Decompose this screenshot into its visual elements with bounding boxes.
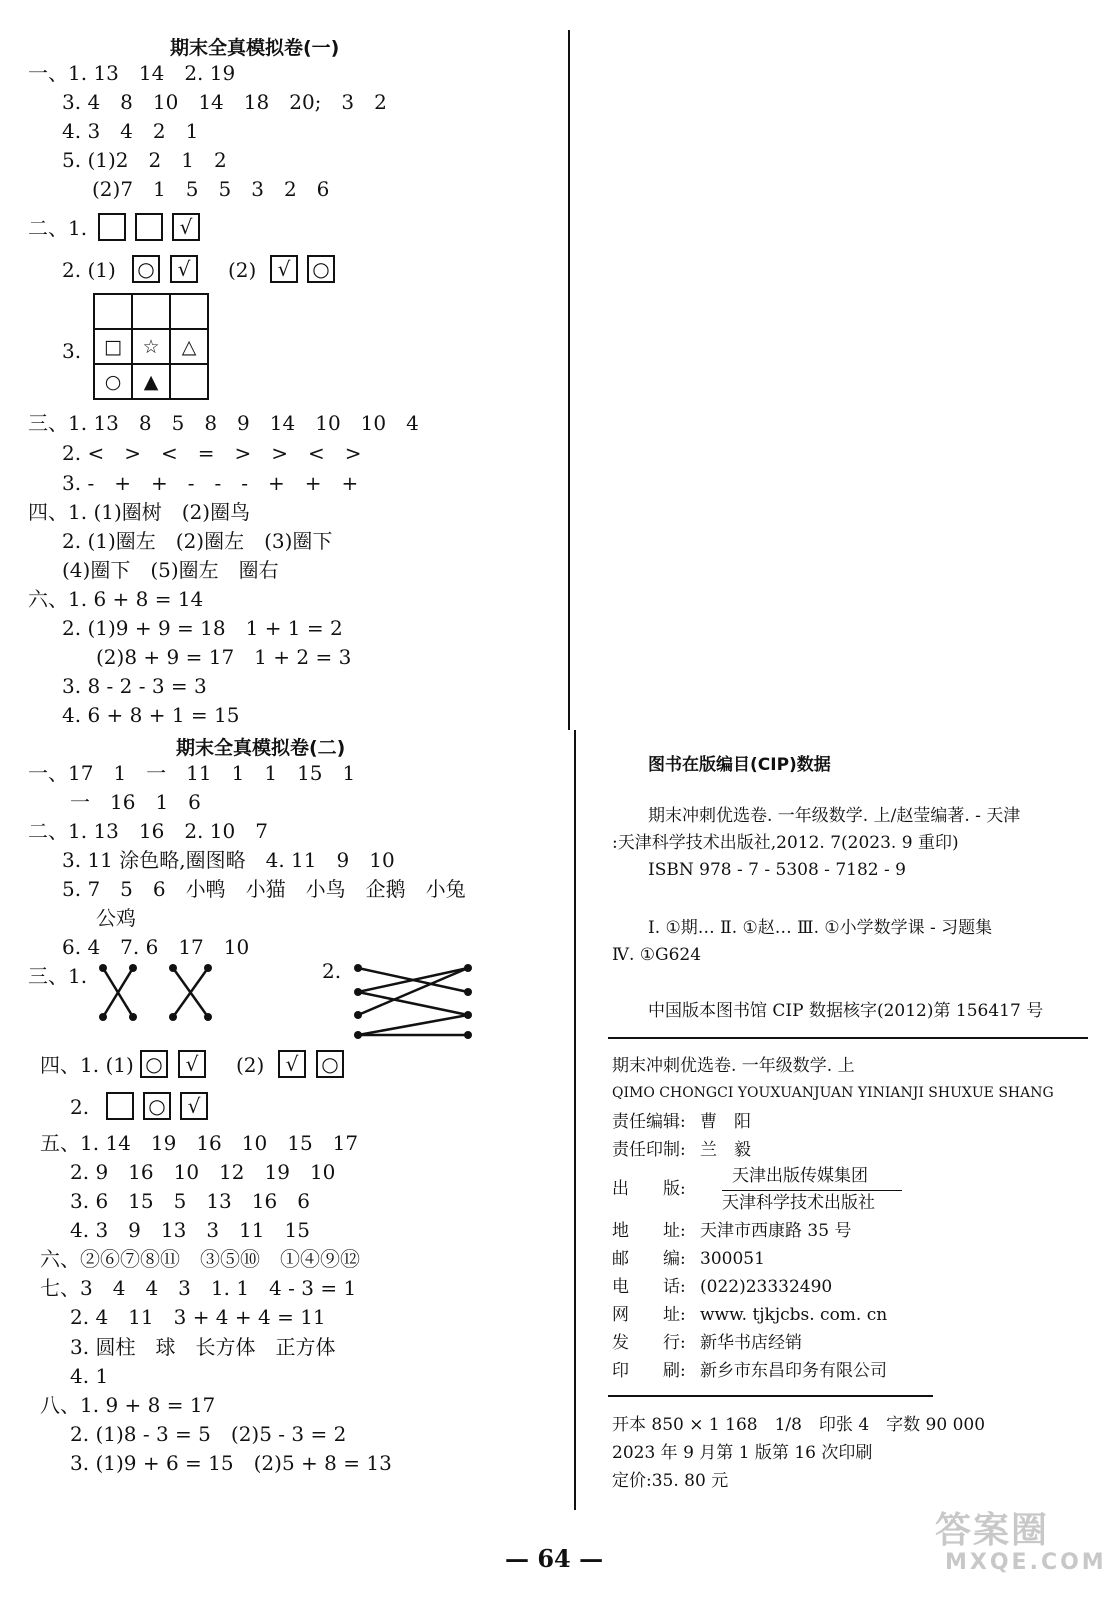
exam2-q3-1-label: 三、1. (28, 964, 88, 988)
exam2-line-13: 五、1. 14 19 16 10 15 17 (40, 1131, 359, 1155)
answer-box (106, 1092, 134, 1120)
exam1-line-20: 4. 6 + 8 + 1 = 15 (62, 703, 240, 727)
dist-value: 新华书店经销 (700, 1333, 802, 1353)
printer-label: 印 刷: (612, 1361, 686, 1381)
exam1-line-10: 三、1. 13 8 5 8 9 14 10 10 4 (28, 411, 419, 435)
exam2-line-7: 6. 4 7. 6 17 10 (62, 935, 250, 959)
grid-cell-triangle: △ (170, 329, 208, 364)
book-title: 期末冲刺优选卷. 一年级数学. 上 (612, 1056, 855, 1076)
book-format: 开本 850 × 1 168 1/8 印张 4 字数 90 000 (612, 1415, 986, 1435)
exam1-line-18: (2)8 + 9 = 17 1 + 2 = 3 (96, 645, 352, 669)
exam2-q4-1b-label: (2) (236, 1053, 265, 1077)
answer-box-check: √ (270, 255, 298, 283)
web-label: 网 址: (612, 1305, 686, 1325)
grid-cell-square: □ (94, 329, 132, 364)
cip-class-1: Ⅰ. ①期… Ⅱ. ①赵… Ⅲ. ①小学数学课 - 习题集 (648, 918, 993, 938)
exam2-line-6: 公鸡 (96, 906, 136, 930)
grid-cell (132, 294, 170, 329)
exam1-line-19: 3. 8 - 2 - 3 = 3 (62, 674, 207, 698)
exam1-line-13: 四、1. (1)圈树 (2)圈鸟 (28, 500, 251, 524)
answer-box-check: √ (172, 213, 200, 241)
book-edition: 2023 年 9 月第 1 版第 16 次印刷 (612, 1443, 873, 1463)
editor-label: 责任编辑: (612, 1112, 686, 1132)
answer-box-circle: ○ (132, 255, 160, 283)
exam1-q2-1-label: 二、1. (28, 216, 88, 240)
print-label: 责任印制: (612, 1140, 686, 1160)
exam1-q2-2a-label: 2. (1) (62, 258, 116, 282)
exam2-line-16: 4. 3 9 13 3 11 15 (70, 1218, 310, 1242)
answer-box-circle: ○ (316, 1050, 344, 1078)
watermark-text: 答案圈 (935, 1510, 1050, 1551)
cip-line-2: :天津科学技术出版社,2012. 7(2023. 9 重印) (612, 833, 959, 853)
exam2-line-3: 二、1. 13 16 2. 10 7 (28, 819, 268, 843)
exam1-line-11: 2. < > < = > > < > (62, 441, 362, 465)
exam1-q2-2b-label: (2) (228, 258, 257, 282)
grid-cell-circle: ○ (94, 364, 132, 399)
exam2-line-2: 一 16 1 6 (70, 790, 201, 814)
shape-grid (93, 293, 209, 400)
book-info-divider (608, 1395, 933, 1397)
exam1-q2-3-label: 3. (62, 339, 82, 363)
exam2-line-15: 3. 6 15 5 13 16 6 (70, 1189, 310, 1213)
exam2-line-19: 2. 4 11 3 + 4 + 4 = 11 (70, 1305, 326, 1329)
book-pinyin: QIMO CHONGCI YOUXUANJUAN YINIANJI SHUXUE SHANG (612, 1085, 1054, 1101)
exam1-line-3: 4. 3 4 2 1 (62, 119, 199, 143)
answer-box-circle: ○ (140, 1050, 168, 1078)
grid-cell-star: ☆ (132, 329, 170, 364)
column-divider-top (568, 30, 570, 730)
publisher-label: 出 版: (612, 1179, 686, 1199)
exam2-line-14: 2. 9 16 10 12 19 10 (70, 1160, 336, 1184)
book-price: 定价:35. 80 元 (612, 1471, 729, 1491)
grid-cell (170, 364, 208, 399)
exam2-line-20: 3. 圆柱 球 长方体 正方体 (70, 1335, 336, 1359)
exam2-q4-1a-label: 四、1. (1) (40, 1053, 134, 1077)
answer-box-circle: ○ (307, 255, 335, 283)
exam2-line-23: 2. (1)8 - 3 = 5 (2)5 - 3 = 2 (70, 1422, 347, 1446)
answer-box (135, 213, 163, 241)
cip-class-2: Ⅳ. ①G624 (612, 945, 702, 965)
answer-box-check: √ (278, 1050, 306, 1078)
address-label: 地 址: (612, 1221, 686, 1241)
page-number: — 64 — (505, 1544, 604, 1573)
exam1-line-2: 3. 4 8 10 14 18 20; 3 2 (62, 90, 387, 114)
exam1-line-15: (4)圈下 (5)圈左 圈右 (62, 558, 279, 582)
address-value: 天津市西康路 35 号 (700, 1221, 852, 1241)
exam1-line-16: 六、1. 6 + 8 = 14 (28, 587, 204, 611)
exam2-line-21: 4. 1 (70, 1364, 109, 1388)
exam2-line-18: 七、3 4 4 3 1. 1 4 - 3 = 1 (40, 1276, 357, 1300)
answer-box-circle: ○ (143, 1092, 171, 1120)
answer-box (98, 213, 126, 241)
phone-label: 电 话: (612, 1277, 686, 1297)
exam1-line-14: 2. (1)圈左 (2)圈左 (3)圈下 (62, 529, 333, 553)
web-value: www. tjkjcbs. com. cn (700, 1305, 888, 1325)
exam2-q4-2-label: 2. (70, 1095, 90, 1119)
printer-value: 新乡市东昌印务有限公司 (700, 1361, 887, 1381)
postcode-label: 邮 编: (612, 1249, 686, 1269)
editor-value: 曹 阳 (700, 1112, 751, 1132)
column-divider-bottom (574, 730, 576, 1510)
cip-divider (608, 1037, 1088, 1039)
exam1-line-5: (2)7 1 5 5 3 2 6 (92, 177, 330, 201)
cip-isbn: ISBN 978 - 7 - 5308 - 7182 - 9 (648, 860, 906, 880)
answer-box-check: √ (180, 1092, 208, 1120)
exam2-line-4: 3. 11 涂色略,圈图略 4. 11 9 10 (62, 848, 395, 872)
exam1-line-4: 5. (1)2 2 1 2 (62, 148, 227, 172)
exam1-line-12: 3. - + + - - - + + + (62, 471, 359, 495)
cip-line-1: 期末冲刺优选卷. 一年级数学. 上/赵莹编著. - 天津 (648, 806, 1021, 826)
answer-box-check: √ (170, 255, 198, 283)
grid-cell (94, 294, 132, 329)
exam2-q3-2-label: 2. (322, 959, 342, 983)
watermark-url: MXQE.COM (945, 1550, 1107, 1575)
matching-lines-2 (350, 960, 480, 1040)
answer-box-check: √ (178, 1050, 206, 1078)
exam2-line-24: 3. (1)9 + 6 = 15 (2)5 + 8 = 13 (70, 1451, 392, 1475)
exam1-title: 期末全真模拟卷(一) (170, 37, 340, 59)
exam2-line-17: 六、②⑥⑦⑧⑪ ③⑤⑩ ①④⑨⑫ (40, 1247, 360, 1271)
exam2-line-22: 八、1. 9 + 8 = 17 (40, 1393, 216, 1417)
postcode-value: 300051 (700, 1249, 765, 1269)
phone-value: (022)23332490 (700, 1277, 833, 1297)
publisher-2: 天津科学技术出版社 (722, 1193, 875, 1213)
exam2-line-1: 一、17 1 一 11 1 1 15 1 (28, 761, 356, 785)
cip-title: 图书在版编目(CIP)数据 (648, 755, 831, 775)
grid-cell-filled-triangle: ▲ (132, 364, 170, 399)
exam2-line-5: 5. 7 5 6 小鸭 小猫 小鸟 企鹅 小兔 (62, 877, 466, 901)
exam2-title: 期末全真模拟卷(二) (176, 737, 346, 759)
print-value: 兰 毅 (700, 1140, 751, 1160)
cip-verify: 中国版本图书馆 CIP 数据核字(2012)第 156417 号 (648, 1001, 1044, 1021)
dist-label: 发 行: (612, 1333, 686, 1353)
matching-lines-1 (95, 962, 220, 1024)
grid-cell (170, 294, 208, 329)
exam1-line-1: 一、1. 13 14 2. 19 (28, 61, 236, 85)
publisher-1: 天津出版传媒集团 (732, 1166, 868, 1186)
exam1-line-17: 2. (1)9 + 9 = 18 1 + 1 = 2 (62, 616, 343, 640)
